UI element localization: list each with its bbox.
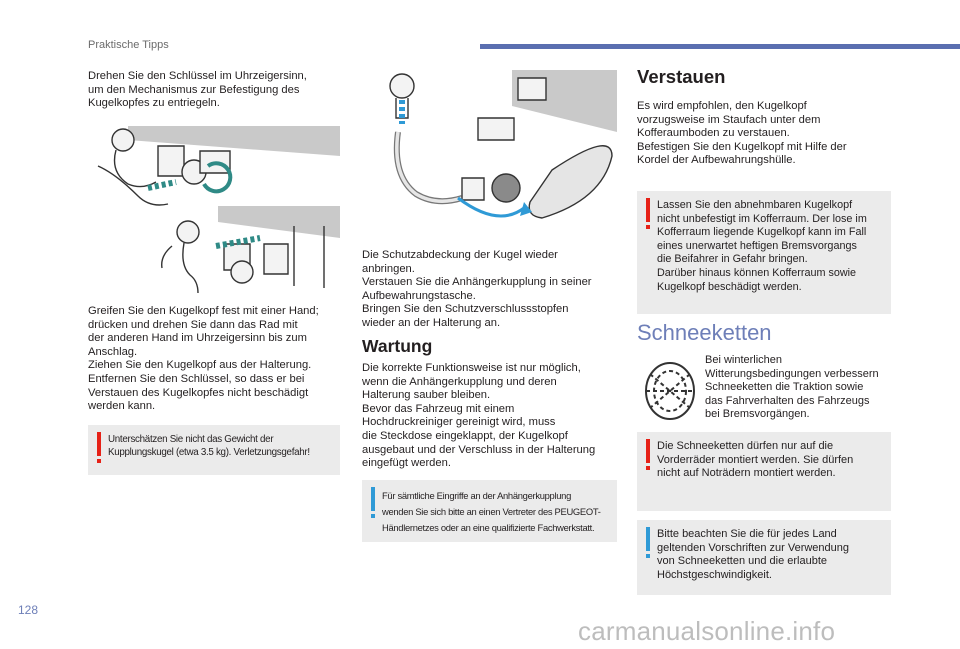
col3-info2-box [637, 520, 891, 595]
col1-warning-text: Unterschätzen Sie nicht das Gewicht der Kupplungskugel (etwa 3.5 kg). Verletzungsgefahr! [108, 434, 310, 459]
col3-warning2-box [637, 432, 891, 511]
col3-warning-box [637, 191, 891, 314]
page-number: 128 [18, 603, 39, 617]
info-icon [646, 527, 650, 551]
towball-storage-illustration [362, 70, 617, 240]
col1-body-text: Greifen Sie den Kugelkopf fest mit einer Hand; drücken und drehen Sie dann das Rad mit der anderen Hand im Uhrzeigersinn bis zum Anschlag. Ziehen Sie den Kugelkopf aus der Halterung. Entfernen Sie den Schlüssel, so dass er bei Verstauen des Kugelkopfes nicht beschädigt werden kann. [88, 305, 319, 413]
snow-chain-icon [640, 360, 700, 422]
header-accent-bar [480, 44, 960, 49]
col2-body-text: Die Schutzabdeckung der Kugel wieder anbringen. Verstauen Sie die Anhängerkupplung in seiner Aufbewahrungstasche. Bringen Sie den Schutzverschlussstopfen wieder an der Halterung an. [362, 249, 592, 329]
watermark-text: carmanualsonline.info [578, 616, 836, 646]
schneeketten-heading: Schneeketten [637, 320, 772, 345]
verstauen-body-text: Es wird empfohlen, den Kugelkopf vorzugsweise im Staufach unter dem Kofferaumboden zu verstauen. Befestigen Sie den Kugelkopf mit Hilfe der Kordel der Aufbewahrungshülle. [637, 100, 847, 167]
verstauen-heading: Verstauen [637, 66, 726, 87]
col1-warning-box [88, 425, 340, 475]
wartung-heading: Wartung [362, 336, 433, 356]
col1-intro-text: Drehen Sie den Schlüssel im Uhrzeigersinn, um den Mechanismus zur Befestigung des Kugelkopfes zu entriegeln. [88, 70, 307, 110]
schneeketten-body-text: Bei winterlichen Witterungsbedingungen verbessern Schneeketten die Traktion sowie das Fahrverhalten des Fahrzeugs bei Bremsvorgängen. [705, 354, 879, 421]
warning-icon [646, 198, 650, 222]
col3-warning2-text: Die Schneeketten dürfen nur auf die Vorderräder montiert werden. Sie dürfen nicht auf Noträdern montiert werden. [657, 440, 854, 480]
wartung-body-text: Die korrekte Funktionsweise ist nur möglich, wenn die Anhängerkupplung und deren Halterung sauber bleiben. Bevor das Fahrzeug mit einem Hochdruckreiniger gereinigt wird, muss die Steckdose eingeklappt, der Kugelkopf ausgebaut und der Verschluss in der Halterung eingefügt werden. [362, 362, 596, 470]
col3-warning-text: Lassen Sie den abnehmbaren Kugelkopf nicht unbefestigt im Kofferraum. Der lose im Kofferraum liegende Kugelkopf kann im Fall eines unerwartet heftigen Bremsvorgangs die Beifahrer in Gefahr bringen. Darüber hinaus können Kofferraum sowie Kugelkopf beschädigt werden. [657, 199, 867, 293]
info-icon [371, 487, 375, 511]
warning-icon [646, 439, 650, 463]
col2-info-box [362, 480, 617, 542]
col2-info-text: Für sämtliche Eingriffe an der Anhängerkupplung wenden Sie sich bitte an einen Vertreter des PEUGEOT- Händlernetzes oder an eine qualifizierte Fachwerkstatt. [382, 490, 601, 533]
towball-release-illustration [88, 126, 340, 296]
section-title: Praktische Tipps [88, 39, 169, 51]
col3-info2-text: Bitte beachten Sie die für jedes Land geltenden Vorschriften zur Verwendung von Schneeketten und die erlaubte Höchstgeschwindigkeit. [657, 528, 850, 581]
warning-icon [97, 432, 101, 456]
